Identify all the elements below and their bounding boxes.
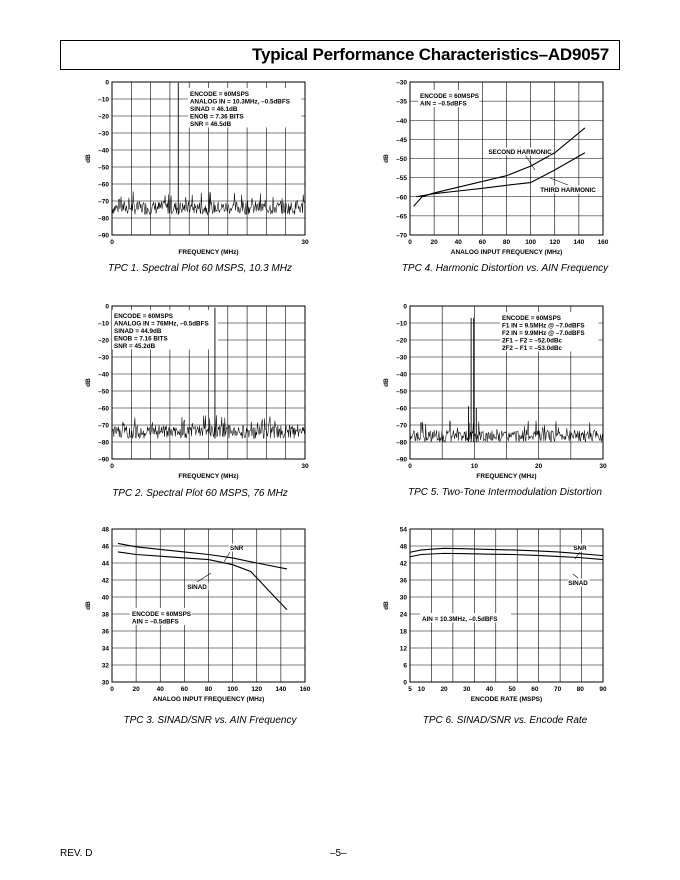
x-tick-label: 160 (597, 239, 609, 246)
x-tick-label: 5 (408, 686, 412, 693)
y-tick-label: –70 (396, 422, 407, 430)
y-tick-label: 46 (101, 543, 109, 551)
series-line-sinad (410, 553, 603, 559)
y-tick-label: –80 (98, 215, 109, 223)
series-label: SECOND HARMONIC (488, 149, 552, 156)
y-axis-label: dB (383, 378, 390, 387)
x-tick-label: 60 (531, 686, 539, 693)
caption-tpc2: TPC 2. Spectral Plot 60 MSPS, 76 MHz (112, 488, 288, 499)
y-tick-label: 54 (399, 526, 407, 534)
annotation-line: F2 IN = 9.9MHz @ –7.0dBFS (502, 330, 585, 337)
y-tick-label: –50 (98, 388, 109, 396)
y-axis-label: dB (85, 378, 92, 387)
caption-tpc4: TPC 4. Harmonic Distortion vs. AIN Frequency (401, 263, 609, 274)
annotation-line: 2F2 – F1 = –53.0dBc (502, 345, 563, 352)
annotation-line: AIN = 10.3MHz, –0.5dBFS (422, 616, 498, 623)
x-tick-label: 140 (275, 686, 287, 693)
x-tick-label: 100 (525, 239, 537, 246)
x-tick-label: 90 (599, 686, 607, 693)
x-tick-label: 0 (408, 463, 412, 470)
y-tick-label: –70 (396, 232, 407, 240)
y-tick-label: –10 (396, 320, 407, 328)
page-title: Typical Performance Characteristics–AD9057 (252, 45, 609, 64)
chart-tpc6 (360, 525, 620, 715)
x-tick-label: 30 (599, 463, 607, 470)
y-tick-label: –40 (396, 371, 407, 379)
x-tick-label: 160 (299, 686, 311, 693)
y-tick-label: –10 (98, 96, 109, 104)
annotation-line: SINAD = 44.9dB (114, 328, 162, 335)
x-tick-label: 70 (553, 686, 562, 693)
y-tick-label: 34 (101, 645, 109, 653)
y-tick-label: –80 (396, 439, 407, 447)
y-tick-label: –30 (98, 354, 109, 362)
series-leader (197, 573, 211, 582)
x-axis-label: FREQUENCY (MHz) (476, 473, 537, 480)
x-tick-label: 30 (301, 239, 309, 246)
y-tick-label: 12 (399, 645, 407, 653)
annotation-line: F1 IN = 9.5MHz @ –7.0dBFS (502, 322, 585, 330)
y-tick-label: –90 (98, 456, 109, 464)
y-tick-label: 48 (399, 543, 407, 551)
annotation-line: SNR = 45.2dB (114, 343, 156, 350)
annotation-line: ENCODE = 60MSPS (420, 93, 479, 100)
y-tick-label: 42 (399, 560, 407, 568)
caption-tpc5: TPC 5. Two-Tone Intermodulation Distortion (408, 487, 602, 498)
y-tick-label: –70 (98, 422, 109, 430)
y-tick-label: 32 (101, 662, 109, 670)
y-tick-label: 0 (105, 79, 109, 87)
chart-svg (62, 525, 312, 715)
x-tick-label: 80 (502, 239, 511, 246)
series-label: SNR (573, 545, 587, 552)
y-tick-label: 30 (399, 594, 407, 602)
y-tick-label: –40 (98, 371, 109, 379)
y-tick-label: 18 (399, 628, 407, 636)
y-tick-label: –35 (396, 98, 407, 106)
x-tick-label: 80 (576, 686, 584, 693)
y-tick-label: –10 (98, 320, 109, 328)
y-tick-label: 0 (403, 679, 407, 687)
x-tick-label: 40 (454, 239, 462, 246)
y-tick-label: –55 (396, 175, 407, 183)
annotation-line: 2F1 – F2 = –52.0dBc (502, 337, 563, 345)
annotation-line: ENCODE = 60MSPS (190, 91, 249, 98)
y-axis-label: dB (383, 154, 390, 163)
x-tick-label: 120 (549, 239, 561, 246)
y-tick-label: –30 (396, 354, 407, 362)
chart-svg (360, 78, 620, 263)
caption-tpc6: TPC 6. SINAD/SNR vs. Encode Rate (422, 715, 588, 726)
page-number: –5– (330, 848, 347, 859)
x-tick-label: 30 (463, 686, 471, 693)
x-tick-label: 30 (301, 463, 309, 470)
chart-tpc3 (62, 525, 312, 715)
y-tick-label: –65 (396, 213, 407, 221)
annotation-line: ENOB = 7.36 BITS (190, 113, 244, 121)
x-tick-label: 20 (430, 239, 438, 246)
x-tick-label: 0 (110, 239, 114, 246)
x-tick-label: 10 (470, 463, 478, 470)
y-tick-label: 40 (101, 594, 109, 602)
y-tick-label: 48 (101, 526, 109, 534)
series-label: THIRD HARMONIC (540, 187, 596, 194)
y-tick-label: –40 (396, 117, 407, 125)
y-tick-label: 36 (101, 628, 109, 636)
y-tick-label: –80 (98, 439, 109, 447)
y-tick-label: 42 (101, 577, 109, 585)
y-tick-label: –30 (396, 79, 407, 87)
chart-tpc4 (360, 78, 620, 263)
annotation-line: AIN = –0.5dBFS (132, 618, 179, 626)
y-tick-label: –50 (396, 388, 407, 396)
chart-svg (62, 78, 312, 263)
annotation-line: ENCODE = 60MSPS (132, 611, 191, 618)
y-tick-label: –20 (98, 337, 109, 345)
series-label: SINAD (187, 584, 207, 591)
annotation-line: ANALOG IN = 10.3MHz, –0.5dBFS (190, 98, 290, 106)
x-tick-label: 0 (110, 463, 114, 470)
x-tick-label: 100 (227, 686, 239, 693)
series-label: SNR (230, 545, 244, 552)
x-tick-label: 10 (417, 686, 425, 693)
x-tick-label: 0 (408, 239, 412, 246)
y-tick-label: –50 (98, 164, 109, 172)
series-line-sinad (118, 552, 287, 610)
x-tick-label: 50 (508, 686, 516, 693)
caption-tpc1: TPC 1. Spectral Plot 60 MSPS, 10.3 MHz (108, 263, 292, 274)
y-tick-label: –45 (396, 136, 407, 144)
x-tick-label: 20 (132, 686, 140, 693)
x-tick-label: 120 (251, 686, 263, 693)
x-axis-label: ANALOG INPUT FREQUENCY (MHz) (450, 249, 563, 256)
x-axis-label: FREQUENCY (MHz) (178, 473, 239, 480)
chart-svg (360, 525, 620, 715)
y-tick-label: 36 (399, 577, 407, 585)
x-axis-label: FREQUENCY (MHz) (178, 249, 239, 256)
y-tick-label: 30 (101, 679, 109, 687)
annotation-line: SNR = 46.5dB (190, 121, 232, 128)
x-tick-label: 60 (478, 239, 486, 246)
y-tick-label: –60 (98, 181, 109, 189)
header-box (60, 40, 620, 70)
x-tick-label: 20 (440, 686, 448, 693)
y-tick-label: –60 (396, 194, 407, 202)
annotation-line: ENCODE = 60MSPS (502, 315, 561, 322)
series-leader (573, 574, 578, 578)
annotation-line: ENCODE = 60MSPS (114, 313, 173, 320)
x-tick-label: 0 (110, 686, 114, 693)
y-tick-label: –40 (98, 147, 109, 155)
x-tick-label: 140 (573, 239, 585, 246)
x-axis-label: ANALOG INPUT FREQUENCY (MHz) (152, 696, 265, 703)
y-tick-label: –30 (98, 130, 109, 138)
x-tick-label: 40 (485, 686, 494, 693)
chart-tpc5 (360, 302, 620, 487)
y-tick-label: –70 (98, 198, 109, 206)
y-tick-label: 0 (403, 303, 407, 311)
caption-tpc3: TPC 3. SINAD/SNR vs. AIN Frequency (123, 715, 297, 726)
chart-tpc1 (62, 78, 312, 263)
series-line-snr (118, 543, 287, 569)
annotation-line: SINAD = 46.1dB (190, 106, 238, 113)
y-tick-label: –60 (396, 405, 407, 413)
chart-svg (62, 302, 312, 487)
revision-label: REV. D (60, 848, 93, 859)
y-tick-label: –60 (98, 405, 109, 413)
y-tick-label: 44 (101, 560, 109, 568)
chart-tpc2 (62, 302, 312, 487)
y-tick-label: –50 (396, 156, 407, 163)
chart-svg (360, 302, 620, 487)
y-tick-label: –20 (396, 337, 407, 345)
y-tick-label: –90 (396, 456, 407, 464)
y-axis-label: dB (383, 601, 390, 610)
y-tick-label: –20 (98, 113, 109, 121)
annotation-line: AIN = –0.5dBFS (420, 100, 467, 108)
series-label: SINAD (568, 580, 588, 587)
y-tick-label: 0 (105, 303, 109, 311)
series-leader (550, 178, 568, 185)
annotation-line: ANALOG IN = 76MHz, –0.5dBFS (114, 320, 209, 328)
y-tick-label: 6 (403, 662, 407, 670)
x-tick-label: 40 (156, 686, 164, 693)
y-tick-label: –90 (98, 232, 109, 240)
y-axis-label: dB (85, 154, 92, 163)
x-tick-label: 60 (180, 686, 188, 693)
annotation-line: ENOB = 7.16 BITS (114, 335, 168, 343)
y-tick-label: 38 (101, 611, 109, 619)
x-axis-label: ENCODE RATE (MSPS) (470, 696, 543, 703)
y-tick-label: 24 (399, 611, 407, 619)
x-tick-label: 20 (535, 463, 543, 470)
y-axis-label: dB (85, 601, 92, 610)
x-tick-label: 80 (204, 686, 213, 693)
